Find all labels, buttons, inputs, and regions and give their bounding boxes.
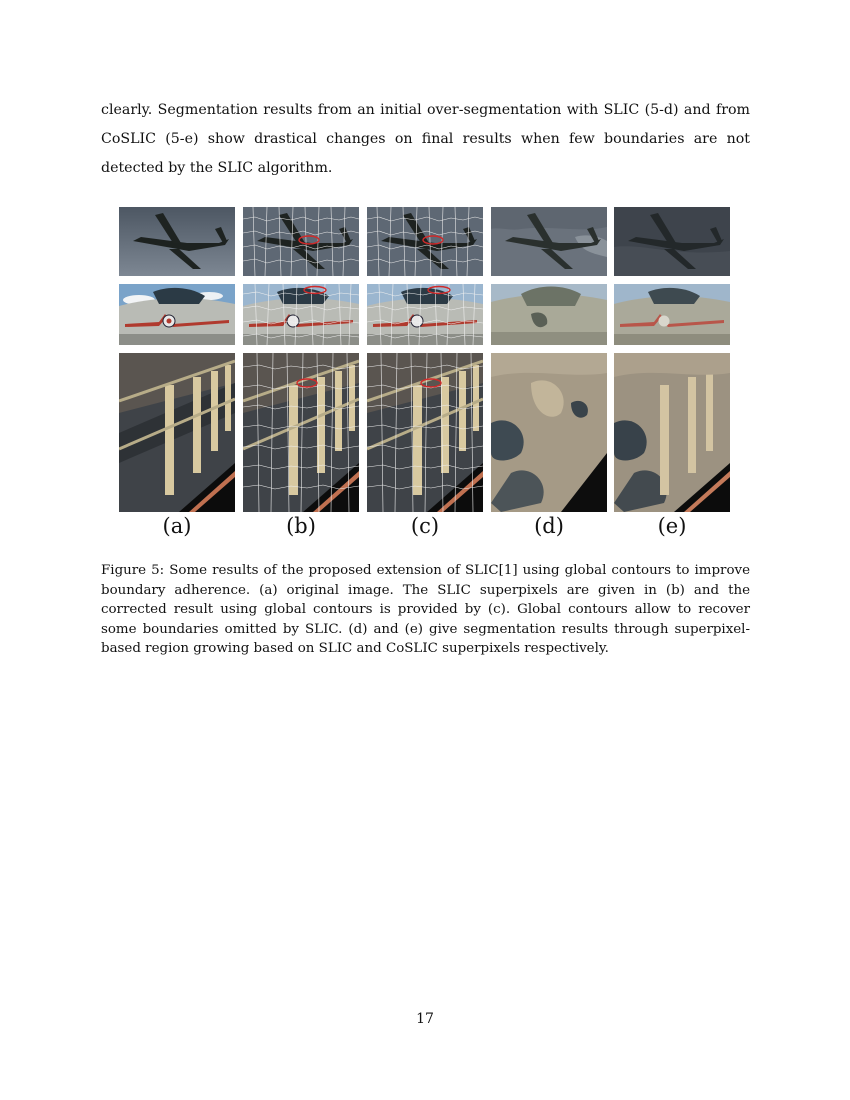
- image-jet-seg-coslic: [614, 284, 730, 345]
- figure-column-labels: [119, 514, 731, 544]
- figure-caption: Figure 5: Some results of the proposed extension of SLIC[1] using global contours to improve boundary adherence. (a) original image. The SLIC superpixels are given in (b) and the corrected result using global contours is provided by (c). Global contours allow to recover some boundaries omitted by SLIC. (d) and (e) give segmentation results through superpixel-based region growing based on SLIC and CoSLIC superpixels respectively.: [101, 563, 750, 656]
- image-jet-original: [119, 284, 235, 345]
- column-label-d: (d): [534, 514, 564, 538]
- image-airplane-original: [119, 207, 235, 276]
- column-label-a: (a): [162, 514, 192, 538]
- image-fence-coslic: [367, 353, 483, 512]
- image-airplane-slic: [243, 207, 359, 276]
- column-label-b: (b): [286, 514, 316, 538]
- image-airplane-seg-slic: [491, 207, 607, 276]
- image-fence-slic: [243, 353, 359, 512]
- image-fence-original: [119, 353, 235, 512]
- image-airplane-coslic: [367, 207, 483, 276]
- image-jet-coslic: [367, 284, 483, 345]
- image-fence-seg-slic: [491, 353, 607, 512]
- image-fence-seg-coslic: [614, 353, 730, 512]
- body-paragraph: clearly. Segmentation results from an initial over-segmentation with SLIC (5-d) and from CoSLIC (5-e) show drastical changes on final results when few boundaries are not detected by the SLIC algorithm.: [101, 102, 750, 176]
- image-jet-seg-slic: [491, 284, 607, 345]
- column-label-c: (c): [410, 514, 440, 538]
- image-jet-slic: [243, 284, 359, 345]
- image-airplane-seg-coslic: [614, 207, 730, 276]
- page-number: 17: [416, 1011, 434, 1027]
- column-label-e: (e): [657, 514, 687, 538]
